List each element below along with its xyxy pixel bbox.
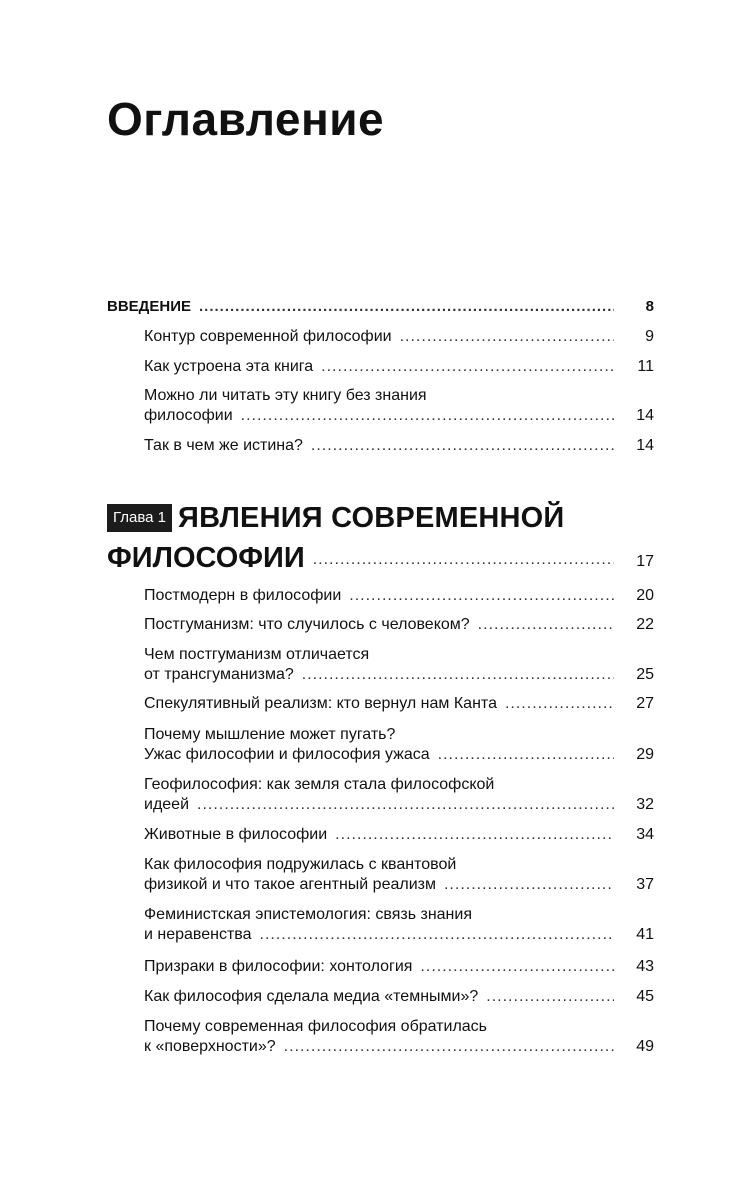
page-number: 9 bbox=[645, 328, 654, 345]
dot-leader bbox=[260, 925, 614, 945]
dot-leader bbox=[505, 694, 614, 714]
toc-item-text: идеей bbox=[144, 796, 190, 813]
chapter-title-line2: ФИЛОСОФИИ bbox=[107, 542, 305, 574]
toc-item[interactable] bbox=[144, 775, 654, 815]
toc-intro-heading[interactable] bbox=[107, 297, 654, 317]
toc-chapter-heading[interactable] bbox=[107, 497, 654, 575]
page-number: 32 bbox=[636, 796, 654, 813]
toc-item-text: Как философия сделала медиа «темными»? bbox=[144, 988, 479, 1005]
toc-item-text: Контур современной философии bbox=[144, 328, 392, 345]
toc-item-text: и неравенства bbox=[144, 926, 252, 943]
toc-item-text-line1: Феминистская эпистемология: связь знания bbox=[144, 906, 472, 923]
toc-item[interactable] bbox=[144, 1017, 654, 1057]
page-number: 11 bbox=[637, 358, 654, 375]
page-number: 20 bbox=[636, 587, 654, 604]
dot-leader bbox=[197, 795, 614, 815]
dot-leader bbox=[241, 406, 614, 426]
toc-item[interactable] bbox=[144, 855, 654, 895]
dot-leader bbox=[400, 327, 614, 347]
toc-item[interactable] bbox=[144, 386, 654, 426]
dot-leader bbox=[335, 825, 614, 845]
toc-item-text-line1: Геофилософия: как земля стала философской bbox=[144, 776, 495, 793]
page-number: 27 bbox=[636, 695, 654, 712]
page-number: 25 bbox=[636, 666, 654, 683]
chapter-title-line1: ЯВЛЕНИЯ СОВРЕМЕННОЙ bbox=[178, 501, 565, 534]
toc-item-text: Так в чем же истина? bbox=[144, 437, 303, 454]
toc-item-text: Призраки в философии: хонтология bbox=[144, 958, 413, 975]
dot-leader bbox=[284, 1037, 614, 1057]
chapter-badge: Глава 1 bbox=[107, 504, 172, 532]
dot-leader bbox=[478, 615, 614, 635]
toc-item[interactable] bbox=[144, 905, 654, 945]
toc-item[interactable] bbox=[144, 694, 654, 714]
page-number: 41 bbox=[636, 926, 654, 943]
toc-item[interactable] bbox=[144, 725, 654, 765]
dot-leader bbox=[438, 745, 614, 765]
toc-intro-label: ВВЕДЕНИЕ bbox=[107, 298, 191, 315]
page-number: 37 bbox=[636, 876, 654, 893]
dot-leader bbox=[311, 436, 614, 456]
toc-item-text-line1: Чем постгуманизм отличается bbox=[144, 646, 370, 663]
toc-item-text: Ужас философии и философия ужаса bbox=[144, 746, 430, 763]
dot-leader bbox=[420, 957, 614, 977]
dot-leader bbox=[302, 665, 614, 685]
toc-item[interactable] bbox=[144, 436, 654, 456]
toc-item[interactable] bbox=[144, 825, 654, 845]
toc-item[interactable] bbox=[144, 357, 654, 377]
toc-item-text-line1: Как философия подружилась с квантовой bbox=[144, 856, 457, 873]
page-number: 22 bbox=[636, 616, 654, 633]
toc-item-text: Постгуманизм: что случилось с человеком? bbox=[144, 616, 470, 633]
toc-item-text: от трансгуманизма? bbox=[144, 666, 294, 683]
toc-item-text: физикой и что такое агентный реализм bbox=[144, 876, 436, 893]
page-title: Оглавление bbox=[107, 93, 385, 145]
toc-item[interactable] bbox=[144, 615, 654, 635]
toc-item-text: философии bbox=[144, 407, 233, 424]
toc-item-text-line1: Почему мышление может пугать? bbox=[144, 726, 396, 743]
toc-item-text-line1: Почему современная философия обратилась bbox=[144, 1018, 488, 1035]
toc-item[interactable] bbox=[144, 987, 654, 1007]
page-number: 14 bbox=[636, 407, 654, 424]
toc-item-text: Спекулятивный реализм: кто вернул нам Канта bbox=[144, 695, 497, 712]
page-number: 29 bbox=[636, 746, 654, 763]
toc-item-text-line1: Можно ли читать эту книгу без знания bbox=[144, 387, 427, 404]
page-number: 8 bbox=[645, 298, 654, 315]
toc-item[interactable] bbox=[144, 586, 654, 606]
dot-leader bbox=[486, 987, 614, 1007]
page-number: 14 bbox=[636, 437, 654, 454]
page-number: 34 bbox=[636, 826, 654, 843]
dot-leader bbox=[444, 875, 614, 895]
toc-item[interactable] bbox=[144, 957, 654, 977]
toc-item-text: к «поверхности»? bbox=[144, 1038, 276, 1055]
dot-leader bbox=[199, 297, 614, 317]
dot-leader bbox=[349, 586, 614, 606]
dot-leader bbox=[313, 551, 614, 569]
toc-item-text: Как устроена эта книга bbox=[144, 358, 314, 375]
toc-item-text: Постмодерн в философии bbox=[144, 587, 342, 604]
page-number: 43 bbox=[636, 958, 654, 975]
page-number: 17 bbox=[636, 553, 654, 570]
dot-leader bbox=[321, 357, 614, 377]
toc-item[interactable] bbox=[144, 645, 654, 685]
toc-item[interactable] bbox=[144, 327, 654, 347]
toc-item-text: Животные в философии bbox=[144, 826, 328, 843]
page-number: 45 bbox=[636, 988, 654, 1005]
page-number: 49 bbox=[636, 1038, 654, 1055]
